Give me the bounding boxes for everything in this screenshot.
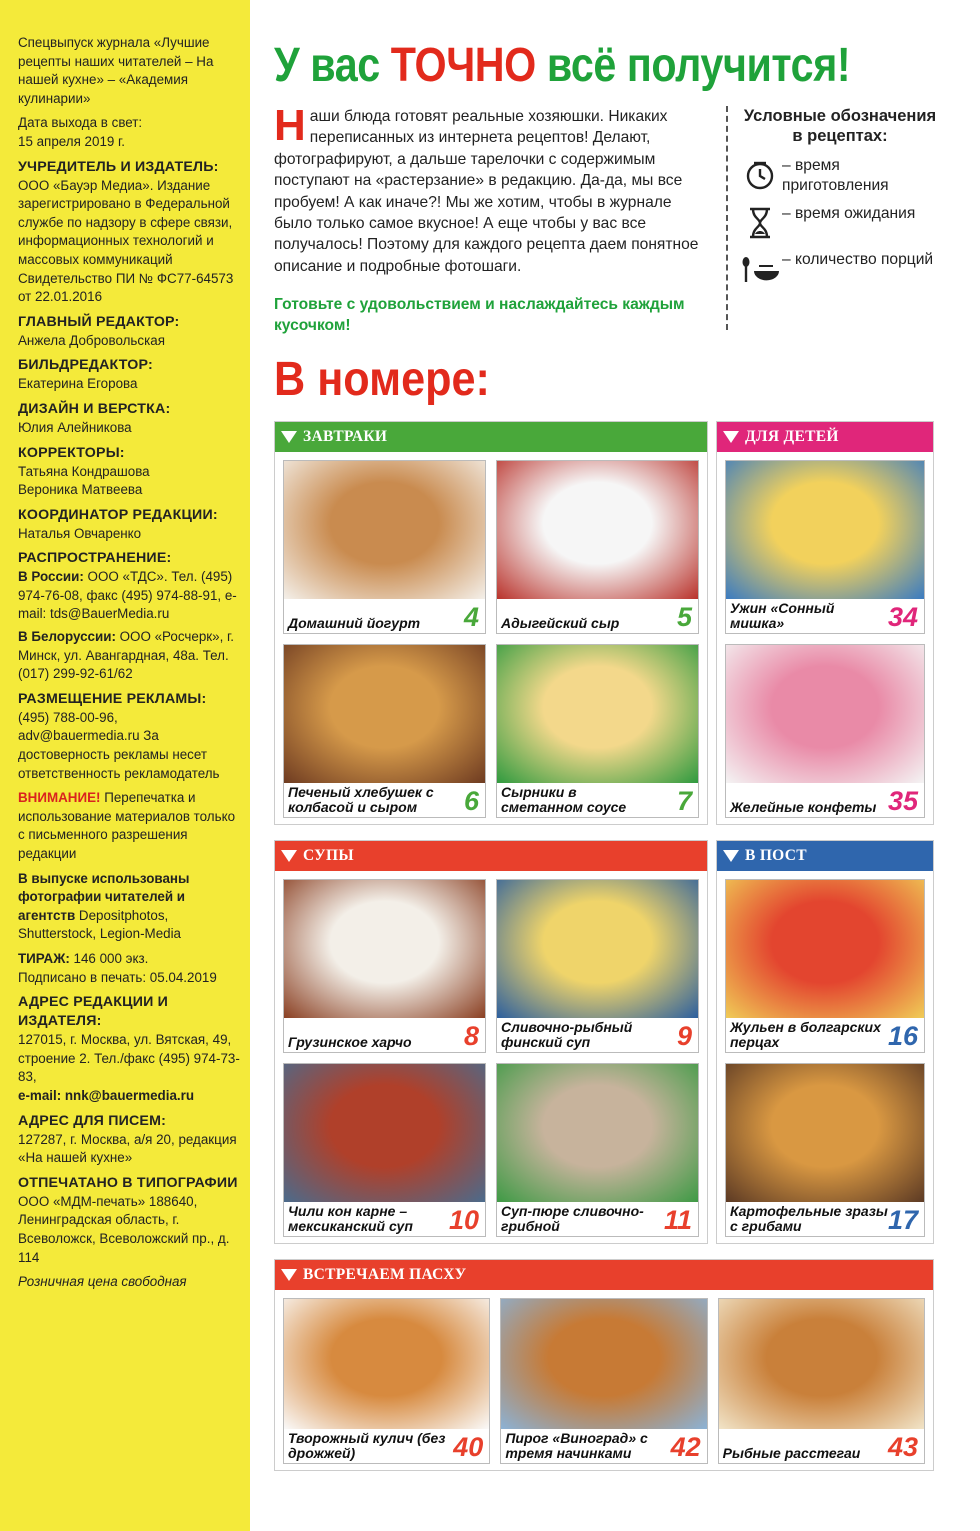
recipe-card[interactable]	[725, 460, 925, 634]
legend-box	[726, 106, 942, 330]
recipe-card[interactable]	[725, 1063, 925, 1237]
section-soups	[274, 840, 708, 1244]
page-number: 17	[887, 1205, 918, 1235]
intro-text: аши блюда готовят реальные хозяюшки. Никаких переписанных из интернета рецептов! Делают, фотографируют, а дальше тарелочки с содержимым поступают на «растерзание» в редакцию. Да-да, мы все пробуем! А как иначе?! Мы же хотим, чтобы в журнале было только самое вкусное! А еще чтобы у вас все получалось! Поэтому для каждого рецепта даем понятное описание и подробные фотошаги.	[274, 108, 699, 275]
photo-credits-label: В выпуске использованы фотографии читателей и агентств	[18, 870, 190, 923]
recipe-grid	[283, 879, 699, 1237]
hourglass-icon	[738, 204, 782, 242]
mail-address: 127287, г. Москва, а/я 20, редакция «На нашей кухне»	[18, 1131, 237, 1166]
founder-text: ООО «Бауэр Медиа». Издание зарегистрировано в Федеральной службе по надзору в сфере связи, информационных технологий и массовых коммуникаций Свидетельство ПИ № ФС77-64573 от 22.01.2016	[18, 177, 234, 305]
recipe-grid	[725, 460, 925, 818]
recipe-card[interactable]	[725, 879, 925, 1053]
warning-block	[18, 789, 240, 863]
section-title: СУПЫ	[303, 847, 354, 864]
photo-editor-block	[18, 356, 240, 394]
advertising-heading: РАЗМЕЩЕНИЕ РЕКЛАМЫ:	[18, 690, 207, 707]
triangle-down-icon	[723, 850, 739, 862]
recipe-photo	[284, 880, 485, 1018]
proofreaders-heading: КОРРЕКТОРЫ:	[18, 444, 125, 461]
recipe-photo	[497, 880, 698, 1018]
photo-editor-name: Екатерина Егорова	[18, 376, 138, 392]
clock-icon	[738, 156, 782, 194]
printer-text: ООО «МДМ-печать» 188640, Ленинградская область, г. Всеволожск, Всеволожский пр., д. 114	[18, 1193, 230, 1265]
recipe-card[interactable]	[496, 879, 699, 1053]
recipe-grid	[725, 879, 925, 1237]
recipe-grid	[283, 1298, 925, 1464]
recipe-photo	[284, 1299, 489, 1429]
release-date: 15 апреля 2019 г.	[18, 133, 126, 149]
page-number: 40	[453, 1432, 484, 1462]
plate-spoon-icon	[738, 250, 782, 288]
recipe-name: Ужин «Сонный мишка»	[730, 600, 835, 631]
recipe-name: Печеный хлебушек с колбасой и сыром	[288, 784, 434, 815]
recipe-photo	[284, 1064, 485, 1202]
page-title	[274, 38, 850, 93]
distribution-by-text: ООО «Росчерк», г. Минск, ул. Авангардная, 48а. Тел. (017) 299-92-61/62	[18, 629, 234, 682]
section-easter	[274, 1259, 934, 1471]
recipe-photo	[497, 1064, 698, 1202]
advertising-block	[18, 690, 240, 783]
distribution-block	[18, 549, 240, 684]
recipe-photo	[726, 461, 924, 599]
advertising-text: (495) 788-00-96, adv@bauermedia.ru За достоверность рекламы несет ответственность рекламодатель	[18, 709, 220, 781]
page-number: 10	[448, 1205, 479, 1235]
design-name: Юлия Алейникова	[18, 419, 132, 435]
recipe-name: Картофельные зразы с грибами	[730, 1203, 888, 1234]
retail-price: Розничная цена свободная	[18, 1274, 187, 1290]
recipe-name: Жульен в болгарских перцах	[730, 1019, 881, 1050]
section-title: ЗАВТРАКИ	[303, 428, 388, 445]
mail-address-block	[18, 1112, 240, 1168]
coordinator-block	[18, 506, 240, 544]
intro-paragraph	[274, 101, 704, 277]
section-header	[717, 422, 933, 452]
legend-row-portions	[738, 250, 942, 288]
legend-row-time	[738, 156, 942, 196]
print-run-label: ТИРАЖ:	[18, 950, 70, 966]
recipe-name: Творожный кулич (без дрожжей)	[288, 1430, 446, 1461]
founder-heading: УЧРЕДИТЕЛЬ И ИЗДАТЕЛЬ:	[18, 158, 219, 175]
coordinator-name: Наталья Овчаренко	[18, 525, 142, 541]
section-title: ВСТРЕЧАЕМ ПАСХУ	[303, 1266, 467, 1283]
section-header	[717, 841, 933, 871]
section-kids	[716, 421, 934, 825]
recipe-card[interactable]	[283, 644, 486, 818]
photo-credits-text: Depositphotos, Shutterstock, Legion-Media	[18, 907, 182, 942]
page-number: 4	[463, 602, 479, 632]
recipe-name: Желейные конфеты	[730, 799, 877, 815]
recipe-name: Рыбные расстегаи	[722, 1445, 861, 1461]
printer-heading: ОТПЕЧАТАНО В ТИПОГРАФИИ	[18, 1174, 238, 1191]
triangle-down-icon	[281, 850, 297, 862]
contents-heading: В номере:	[274, 353, 490, 406]
drop-cap: Н	[274, 101, 306, 150]
legend-text: – время приготовления	[782, 157, 889, 194]
page-number: 5	[676, 602, 692, 632]
page-number: 35	[887, 786, 918, 816]
section-header	[275, 422, 707, 452]
editorial-email: e-mail: nnk@bauermedia.ru	[18, 1087, 195, 1103]
printer-block	[18, 1174, 240, 1267]
design-block	[18, 400, 240, 438]
title-part: всё получится!	[535, 39, 851, 92]
legend-text: – количество порций	[782, 251, 934, 268]
mail-address-heading: АДРЕС ДЛЯ ПИСЕМ:	[18, 1112, 167, 1129]
page-number: 7	[676, 786, 692, 816]
founder-block	[18, 158, 240, 307]
photo-credits-block	[18, 870, 240, 944]
page-number: 9	[676, 1021, 692, 1051]
recipe-card[interactable]	[283, 879, 486, 1053]
page-number: 8	[463, 1021, 479, 1051]
masthead-sidebar	[0, 0, 250, 1531]
distribution-heading: РАСПРОСТРАНЕНИЕ:	[18, 550, 172, 567]
slogan: Готовьте с удовольствием и наслаждайтесь каждым кусочком!	[274, 296, 685, 335]
main-content	[250, 0, 980, 1531]
recipe-name: Домашний йогурт	[288, 615, 421, 631]
triangle-down-icon	[281, 431, 297, 443]
section-title: В ПОСТ	[745, 847, 807, 864]
page-number: 16	[887, 1021, 918, 1051]
recipe-name: Пирог «Виноград» с тремя начинками	[505, 1430, 648, 1461]
section-header	[275, 1260, 933, 1290]
coordinator-heading: КООРДИНАТОР РЕДАКЦИИ:	[18, 506, 218, 523]
signed-date: Подписано в печать: 05.04.2019	[18, 969, 217, 985]
proofreader-name: Татьяна Кондрашова	[18, 463, 150, 479]
page-number: 42	[670, 1432, 701, 1462]
recipe-name: Грузинское харчо	[288, 1034, 412, 1050]
legend-row-wait	[738, 204, 942, 242]
recipe-card[interactable]	[496, 644, 699, 818]
design-heading: ДИЗАЙН И ВЕРСТКА:	[18, 400, 171, 417]
proofreaders-block	[18, 444, 240, 500]
recipe-photo	[726, 1064, 924, 1202]
warning-label: ВНИМАНИЕ!	[18, 790, 101, 806]
recipe-grid	[283, 460, 699, 818]
recipe-name: Сырники в сметанном соусе	[501, 784, 627, 815]
release-label: Дата выхода в свет:	[18, 115, 143, 131]
recipe-photo	[501, 1299, 706, 1429]
section-lent	[716, 840, 934, 1244]
distribution-ru-text: ООО «ТДС». Тел. (495) 974-76-08, факс (495) 974-88-91, e-mail: tds@BauerMedia.ru	[18, 569, 237, 622]
recipe-name: Суп-пюре сливочно-грибной	[501, 1203, 644, 1234]
print-run-value: 146 000 экз.	[73, 950, 149, 966]
section-breakfast	[274, 421, 708, 825]
legend-title: Условные обозначения в рецептах:	[743, 107, 937, 145]
recipe-card[interactable]	[718, 1298, 925, 1464]
section-title: ДЛЯ ДЕТЕЙ	[745, 428, 839, 445]
recipe-card[interactable]	[725, 644, 925, 818]
page-number: 11	[663, 1205, 692, 1235]
recipe-card[interactable]	[283, 1063, 486, 1237]
distribution-by-label: В Белоруссии:	[18, 629, 116, 645]
page-number: 6	[463, 786, 479, 816]
title-part: У вас	[274, 39, 391, 92]
editorial-address-heading: АДРЕС РЕДАКЦИИ И ИЗДАТЕЛЯ:	[18, 994, 169, 1030]
warning-text: Перепечатка и использование материалов только с письменного разрешения редакции	[18, 790, 236, 861]
triangle-down-icon	[723, 431, 739, 443]
recipe-photo	[497, 645, 698, 783]
recipe-photo	[497, 461, 698, 599]
recipe-card[interactable]	[496, 460, 699, 634]
recipe-card[interactable]	[500, 1298, 707, 1464]
triangle-down-icon	[281, 1269, 297, 1281]
editorial-address: 127015, г. Москва, ул. Вятская, 49, строение 2. Тел./факс (495) 974-73-83,	[18, 1032, 240, 1085]
page-number: 34	[887, 602, 918, 632]
recipe-name: Сливочно-рыбный финский суп	[501, 1019, 633, 1050]
distribution-ru-label: В России:	[18, 569, 84, 585]
legend-text: – время ожидания	[782, 205, 916, 222]
recipe-photo	[284, 645, 485, 783]
section-header	[275, 841, 707, 871]
editorial-address-block	[18, 993, 240, 1105]
recipe-card[interactable]	[283, 1298, 490, 1464]
recipe-photo	[284, 461, 485, 599]
print-run-block	[18, 950, 240, 987]
recipe-card[interactable]	[496, 1063, 699, 1237]
recipe-card[interactable]	[283, 460, 486, 634]
recipe-photo	[726, 880, 924, 1018]
recipe-name: Адыгейский сыр	[501, 615, 620, 631]
title-highlight: ТОЧНО	[390, 39, 536, 92]
recipe-name: Чили кон карне – мексиканский суп	[288, 1203, 413, 1234]
masthead-intro: Спецвыпуск журнала «Лучшие рецепты наших читателей – На нашей кухне» – «Академия кулинарии»	[18, 35, 214, 106]
recipe-photo	[726, 645, 924, 783]
editor-name: Анжела Добровольская	[18, 332, 165, 348]
page-number: 43	[887, 1432, 918, 1462]
release-info	[18, 114, 240, 151]
editor-heading: ГЛАВНЫЙ РЕДАКТОР:	[18, 313, 180, 330]
proofreader-name: Вероника Матвеева	[18, 482, 143, 498]
photo-editor-heading: БИЛЬДРЕДАКТОР:	[18, 357, 153, 374]
recipe-photo	[719, 1299, 924, 1429]
editor-block	[18, 313, 240, 351]
